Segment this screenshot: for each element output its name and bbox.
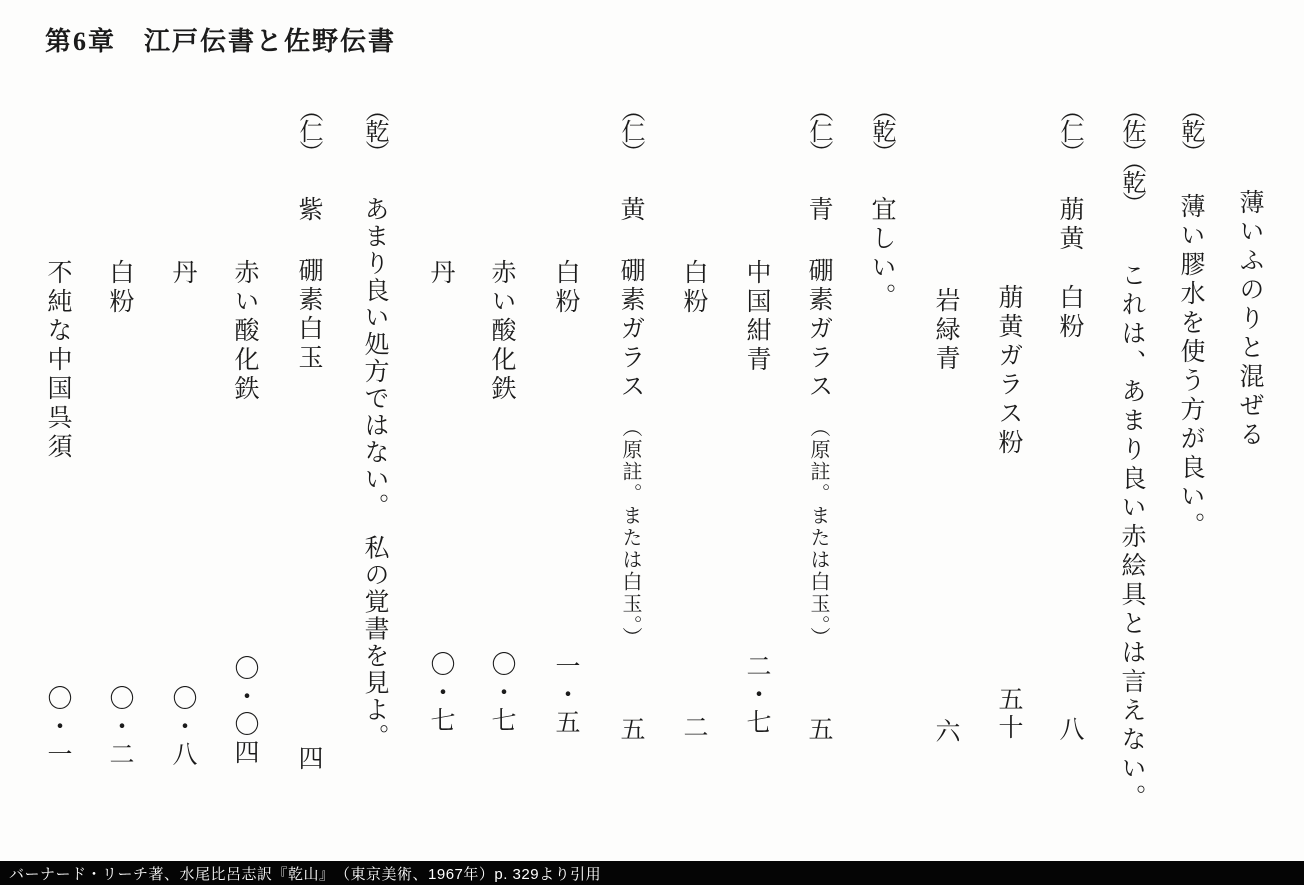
ingredient-hakufun-2: 白粉 [680, 259, 707, 317]
qty-red-iron-1: 〇・七 [488, 651, 515, 735]
qty-red-iron-2: 〇・〇四 [231, 655, 258, 767]
color-murasaki: 紫 [295, 196, 322, 225]
ingredient-konjo: 中国紺青 [743, 259, 770, 375]
qty-hakufun-3: 一・五 [552, 653, 579, 737]
ingredient-tan-2: 丹 [169, 259, 196, 288]
annotation-hakugyoku-1: （原註。または白玉。） [807, 417, 829, 649]
ingredient-red-iron-2: 赤い酸化鉄 [231, 259, 258, 404]
ingredient-hakufun-4: 白粉 [106, 259, 133, 317]
qty-moegi-glass: 五十 [995, 686, 1022, 742]
label-nin-murasaki: （仁） [295, 98, 321, 161]
note-sa-kan-red: これは、あまり良い赤絵具とは言えない。 [1118, 262, 1145, 813]
chapter-header: 第6章 江戸伝書と佐野伝書 [45, 27, 397, 56]
qty-konjo: 二・七 [743, 653, 770, 737]
ingredient-gosu: 不純な中国呉須 [44, 259, 71, 462]
note-kan-bad-recipe: あまり良い処方ではない。 私の覚書を見よ。 [361, 196, 388, 751]
label-kan-3: （乾） [361, 98, 387, 161]
note-kan-glue: 薄い膠水を使う方が良い。 [1177, 193, 1204, 541]
ingredient-hakufun-3: 白粉 [552, 259, 579, 317]
qty-boron-hakugyoku: 四 [295, 745, 322, 773]
caption-bar [0, 861, 1304, 885]
label-nin-ao: （仁） [805, 98, 831, 161]
ingredient-hakufun-1: 白粉 [1056, 284, 1083, 342]
ingredient-boron-glass-1: 硼素ガラス [805, 257, 832, 402]
caption-text: バーナード・リーチ著、水尾比呂志訳『乾山』 （東京美術、1967年）p. 329より引用 [9, 865, 602, 883]
color-ao: 青 [805, 196, 832, 225]
ingredient-moegi-glass: 萠黄ガラス粉 [995, 284, 1022, 458]
qty-boron-glass-1: 五 [805, 716, 832, 744]
qty-gosu: 〇・一 [44, 685, 71, 769]
ingredient-iwarokusho: 岩緑青 [932, 287, 959, 374]
label-kan-2: （乾） [868, 98, 894, 161]
qty-iwarokusho: 六 [932, 718, 959, 746]
ingredient-boron-glass-2: 硼素ガラス [617, 257, 644, 402]
ingredient-red-iron-1: 赤い酸化鉄 [488, 259, 515, 404]
qty-boron-glass-2: 五 [617, 716, 644, 744]
note-kan-yoroshii: 宜しい。 [868, 196, 895, 312]
qty-hakufun-4: 〇・二 [106, 685, 133, 769]
label-nin-moegi: （仁） [1056, 98, 1082, 161]
color-moegi: 萠黄 [1056, 196, 1083, 254]
qty-tan-2: 〇・八 [169, 685, 196, 769]
label-sa-kan: （佐）（乾） [1118, 98, 1144, 212]
color-ki: 黄 [617, 196, 644, 225]
qty-tan-1: 〇・七 [427, 651, 454, 735]
annotation-hakugyoku-2: （原註。または白玉。） [619, 417, 641, 649]
qty-hakufun-2: 二 [680, 714, 707, 742]
ingredient-tan-1: 丹 [427, 259, 454, 288]
note-funori: 薄いふのりと混ぜる [1236, 189, 1263, 450]
qty-hakufun-1: 八 [1056, 716, 1083, 744]
label-kan-1: （乾） [1177, 98, 1203, 161]
label-nin-ki: （仁） [617, 98, 643, 161]
ingredient-boron-hakugyoku: 硼素白玉 [295, 257, 322, 373]
